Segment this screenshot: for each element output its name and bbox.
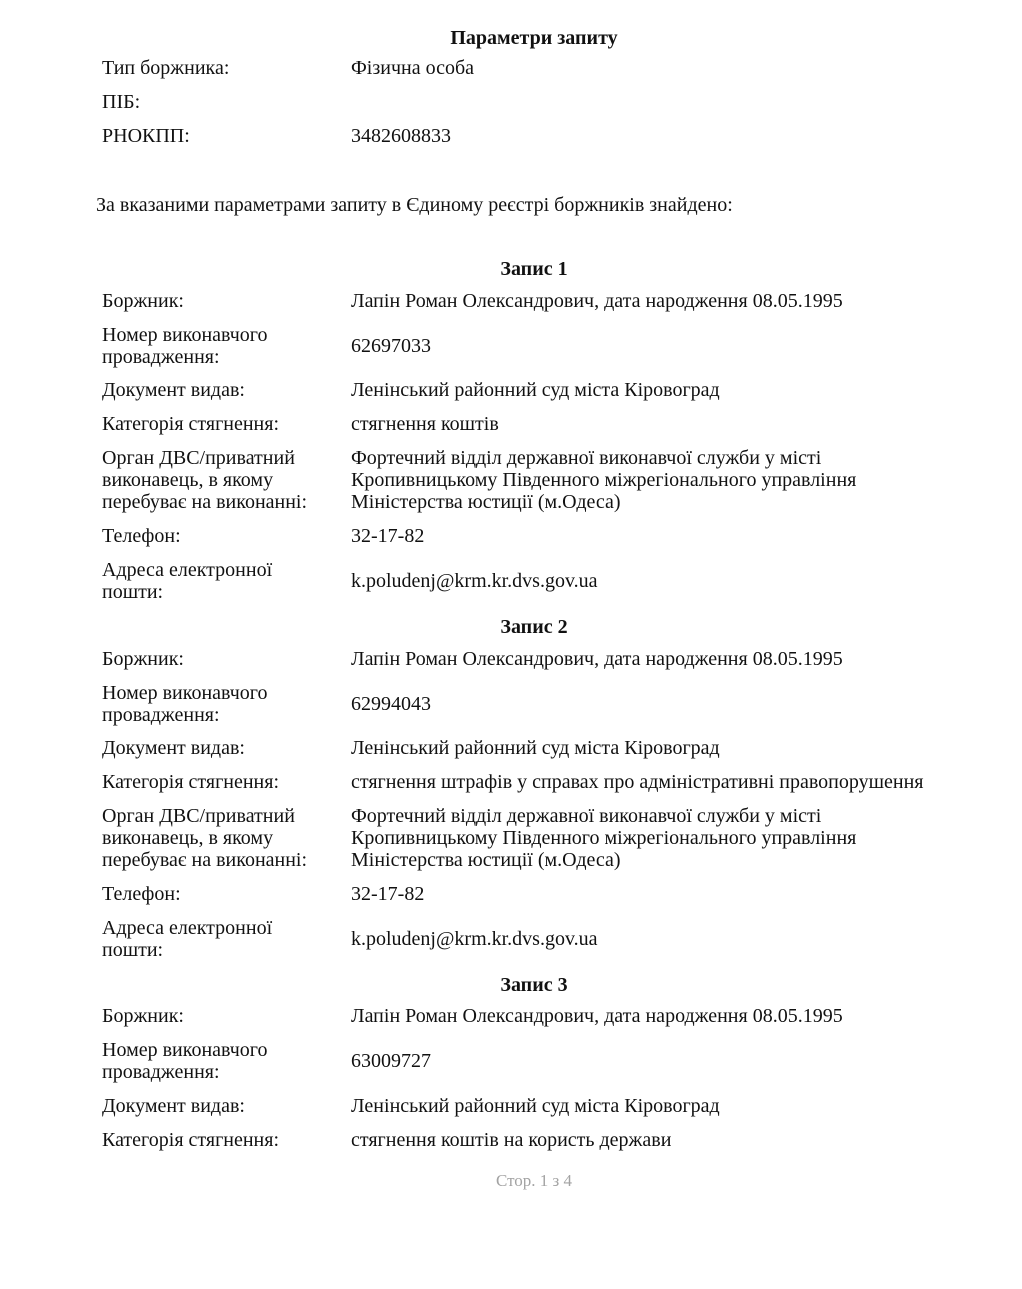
issuer-label: Документ видав: xyxy=(102,379,245,401)
proceeding-label xyxy=(102,1039,347,1083)
debtor-label: Боржник: xyxy=(102,290,184,312)
category-value: стягнення коштів на користь держави xyxy=(351,1129,672,1151)
email-label-line: пошти: xyxy=(102,939,164,961)
rnokpp-label: РНОКПП: xyxy=(102,125,190,147)
debtor-type-value: Фізична особа xyxy=(351,57,475,79)
issuer-label: Документ видав: xyxy=(102,1095,245,1117)
proceeding-label-line: провадження: xyxy=(102,346,220,368)
email-label-line: Адреса електронної xyxy=(102,559,273,581)
category-value: стягнення штрафів у справах про адміністративні правопорушення xyxy=(351,771,924,793)
agency-value xyxy=(351,805,991,871)
agency-value-line: Міністерства юстиції (м.Одеса) xyxy=(351,849,621,871)
agency-value-line: Фортечний відділ державної виконавчої служби у місті xyxy=(351,805,822,827)
agency-value-line: Міністерства юстиції (м.Одеса) xyxy=(351,491,621,513)
agency-label-line: перебуває на виконанні: xyxy=(102,491,308,513)
debtor-label: Боржник: xyxy=(102,648,184,670)
email-label xyxy=(102,559,347,603)
issuer-value: Ленінський районний суд міста Кіровоград xyxy=(351,379,720,401)
proceeding-label-line: Номер виконавчого xyxy=(102,1039,268,1061)
phone-value: 32-17-82 xyxy=(351,525,425,547)
agency-label xyxy=(102,447,347,513)
email-value: k.poludenj@krm.kr.dvs.gov.ua xyxy=(351,570,598,592)
proceeding-value: 62697033 xyxy=(351,335,431,357)
agency-value xyxy=(351,447,991,513)
issuer-value: Ленінський районний суд міста Кіровоград xyxy=(351,1095,720,1117)
agency-value-line: Кропивницькому Південного міжрегіонального управління xyxy=(351,827,857,849)
page-number: Стор. 1 з 4 xyxy=(495,1171,573,1190)
category-label: Категорія стягнення: xyxy=(102,771,280,793)
debtor-label: Боржник: xyxy=(102,1005,184,1027)
email-label-line: Адреса електронної xyxy=(102,917,273,939)
category-label: Категорія стягнення: xyxy=(102,413,280,435)
debtor-value: Лапін Роман Олександрович, дата народження 08.05.1995 xyxy=(351,290,843,312)
issuer-label: Документ видав: xyxy=(102,737,245,759)
proceeding-value: 63009727 xyxy=(351,1050,431,1072)
agency-value-line: Фортечний відділ державної виконавчої служби у місті xyxy=(351,447,822,469)
phone-value: 32-17-82 xyxy=(351,883,425,905)
record-title: Запис 3 xyxy=(500,974,568,996)
email-label xyxy=(102,917,347,961)
category-value: стягнення коштів xyxy=(351,413,499,435)
phone-label: Телефон: xyxy=(102,883,181,905)
proceeding-label-line: провадження: xyxy=(102,704,220,726)
agency-label-line: виконавець, в якому xyxy=(102,827,274,849)
debtor-type-label: Тип боржника: xyxy=(102,57,230,79)
rnokpp-value: 3482608833 xyxy=(351,125,451,147)
proceeding-value: 62994043 xyxy=(351,693,431,715)
proceeding-label-line: Номер виконавчого xyxy=(102,324,268,346)
record-title: Запис 2 xyxy=(500,616,568,638)
phone-label: Телефон: xyxy=(102,525,181,547)
email-label-line: пошти: xyxy=(102,581,164,603)
debtor-value: Лапін Роман Олександрович, дата народження 08.05.1995 xyxy=(351,1005,843,1027)
issuer-value: Ленінський районний суд міста Кіровоград xyxy=(351,737,720,759)
agency-label-line: перебуває на виконанні: xyxy=(102,849,308,871)
debtor-value: Лапін Роман Олександрович, дата народження 08.05.1995 xyxy=(351,648,843,670)
agency-label-line: Орган ДВС/приватний xyxy=(102,805,295,827)
agency-value-line: Кропивницькому Південного міжрегіонального управління xyxy=(351,469,857,491)
params-title: Параметри запиту xyxy=(450,27,618,49)
proceeding-label xyxy=(102,324,347,368)
proceeding-label xyxy=(102,682,347,726)
proceeding-label-line: провадження: xyxy=(102,1061,220,1083)
record-title: Запис 1 xyxy=(500,258,568,280)
agency-label-line: Орган ДВС/приватний xyxy=(102,447,295,469)
category-label: Категорія стягнення: xyxy=(102,1129,280,1151)
agency-label-line: виконавець, в якому xyxy=(102,469,274,491)
pib-label: ПІБ: xyxy=(102,91,141,113)
email-value: k.poludenj@krm.kr.dvs.gov.ua xyxy=(351,928,598,950)
intro-text: За вказаними параметрами запиту в Єдиному реєстрі боржників знайдено: xyxy=(96,194,733,216)
agency-label xyxy=(102,805,347,871)
proceeding-label-line: Номер виконавчого xyxy=(102,682,268,704)
